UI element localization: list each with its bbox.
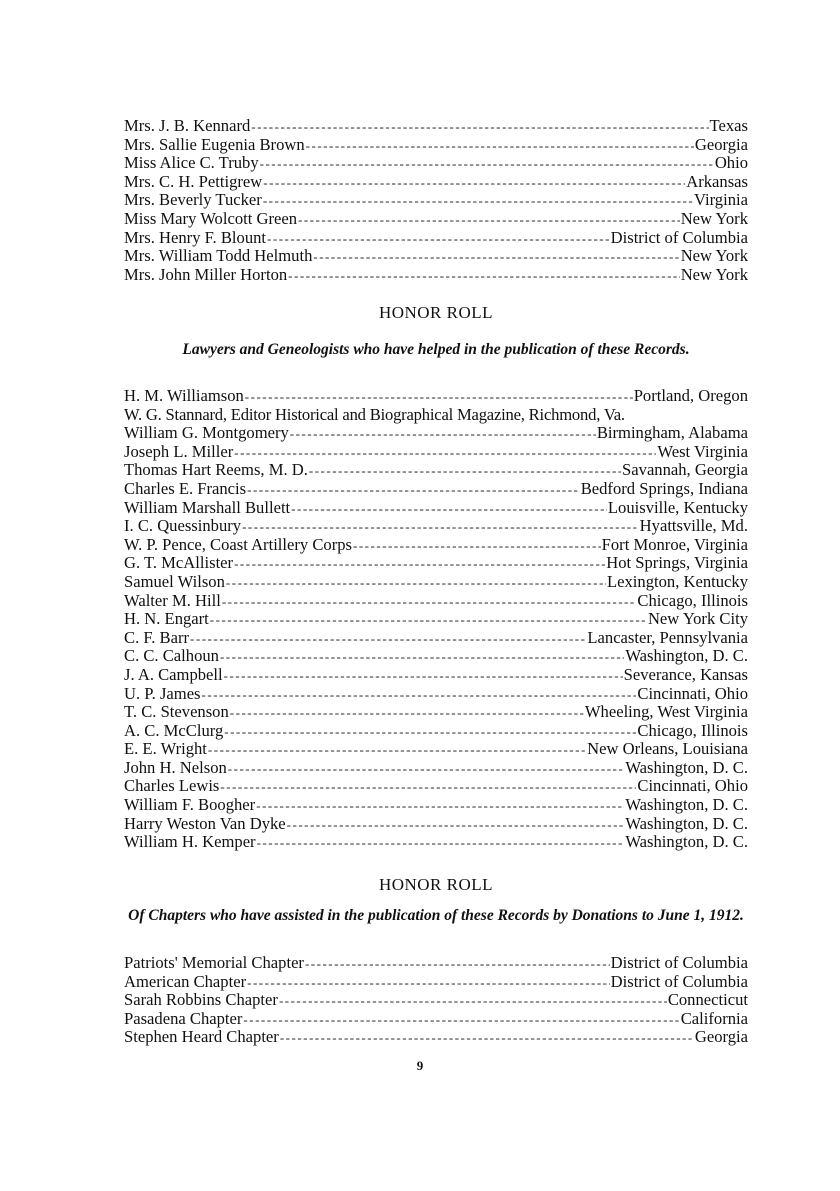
dot-leader	[279, 992, 667, 1010]
list-item	[124, 573, 748, 592]
dot-leader	[267, 230, 610, 248]
entry-place: District of Columbia	[610, 228, 748, 247]
dot-leader	[234, 555, 605, 573]
entry-place: Chicago, Illinois	[637, 721, 748, 740]
list-item	[124, 759, 748, 778]
entry-name: Walter M. Hill	[124, 591, 221, 610]
list-item	[124, 647, 748, 666]
list-item	[124, 991, 748, 1010]
list-item	[124, 973, 748, 992]
entry-place: Bedford Springs, Indiana	[580, 479, 748, 498]
entry-place: Birmingham, Alabama	[596, 424, 748, 443]
list-item	[124, 136, 748, 155]
entry-place: Washington, D. C.	[625, 833, 748, 852]
dot-leader	[228, 760, 625, 778]
entry-place: Connecticut	[667, 991, 748, 1010]
entry-name: A. C. McClurg	[124, 721, 224, 740]
honor-roll-heading: HONOR ROLL	[378, 303, 494, 322]
dot-leader	[226, 574, 606, 592]
dot-leader	[353, 537, 601, 555]
entry-name: E. E. Wright	[124, 740, 207, 759]
dot-leader	[202, 686, 637, 704]
entry-name: Samuel Wilson	[124, 572, 225, 591]
list-item	[124, 154, 748, 173]
list-item	[124, 461, 748, 480]
entry-place: Washington, D. C.	[625, 758, 748, 777]
entry-place: Arkansas	[686, 172, 748, 191]
page-number: 9	[416, 1058, 424, 1073]
list-item	[124, 833, 748, 852]
entry-name: Mrs. Beverly Tucker	[124, 191, 262, 210]
entry-name: Pasadena Chapter	[124, 1009, 243, 1028]
entry-name: Joseph L. Miller	[124, 442, 234, 461]
dot-leader	[210, 611, 647, 629]
entry-name: Mrs. William Todd Helmuth	[124, 247, 313, 266]
list-item	[124, 592, 748, 611]
list-item	[124, 722, 748, 741]
entry-name: Mrs. Sallie Eugenia Brown	[124, 135, 305, 154]
list-item	[124, 610, 748, 629]
list-item	[124, 536, 748, 555]
dot-leader	[190, 630, 586, 648]
entry-name: Patriots' Memorial Chapter	[124, 954, 304, 972]
entry-name: Stephen Heard Chapter	[124, 1028, 279, 1047]
entry-place: Cincinnati, Ohio	[637, 684, 748, 703]
dot-leader	[251, 118, 708, 136]
dot-leader	[313, 248, 679, 266]
entry-place: Hyattsville, Md.	[639, 517, 748, 536]
entry-name: William G. Montgomery	[124, 424, 289, 443]
dot-leader	[263, 192, 693, 210]
entry-name: T. C. Stevenson	[124, 703, 229, 722]
entry-place: Texas	[709, 117, 748, 135]
entry-place: Severance, Kansas	[623, 665, 748, 684]
list-item	[124, 210, 748, 229]
entry-place: Lancaster, Pennsylvania	[587, 628, 748, 647]
entry-name: J. A. Campbell	[124, 665, 223, 684]
entry-name: Miss Mary Wolcott Green	[124, 209, 298, 228]
list-item	[124, 443, 748, 462]
entry-name: Mrs. John Miller Horton	[124, 265, 288, 284]
entry-place: Louisville, Kentucky	[607, 498, 748, 517]
list-item	[124, 703, 748, 722]
dot-leader	[309, 462, 621, 480]
dot-leader	[222, 593, 637, 611]
honor-roll-heading: HONOR ROLL	[378, 875, 494, 894]
entry-name: American Chapter	[124, 972, 247, 991]
entry-place: New York City	[647, 610, 748, 629]
entry-place: New York	[680, 247, 748, 266]
dot-leader	[306, 137, 694, 155]
entry-place: Georgia	[694, 1028, 748, 1047]
entry-name: W. G. Stannard, Editor Historical and Biographical Magazine, Richmond, Va.	[124, 405, 625, 424]
entry-place: Fort Monroe, Virginia	[601, 535, 748, 554]
entry-place: Cincinnati, Ohio	[637, 777, 748, 796]
list-item	[124, 1010, 748, 1029]
entry-name: H. M. Williamson	[124, 387, 244, 405]
dot-leader	[247, 481, 580, 499]
dot-leader	[256, 797, 624, 815]
honor-roll-subheading: Lawyers and Geneologists who have helped in the publication of these Records.	[182, 341, 690, 358]
entry-place: West Virginia	[657, 442, 748, 461]
entry-place: Washington, D. C.	[625, 814, 748, 833]
entry-place: District of Columbia	[610, 972, 748, 991]
entry-name: C. C. Calhoun	[124, 647, 219, 666]
entry-name: C. F. Barr	[124, 628, 190, 647]
entry-name: Mrs. Henry F. Blount	[124, 228, 267, 247]
entry-place: Georgia	[694, 135, 748, 154]
entry-place: Wheeling, West Virginia	[584, 703, 748, 722]
list-item	[124, 191, 748, 210]
entry-name: William Marshall Bullett	[124, 498, 291, 517]
list-item	[124, 517, 748, 536]
entry-name: Sarah Robbins Chapter	[124, 991, 278, 1010]
entry-place: Savannah, Georgia	[622, 461, 748, 480]
list-item	[124, 740, 748, 759]
entry-place: District of Columbia	[610, 954, 748, 972]
list-item	[124, 1028, 748, 1047]
entry-place: Hot Springs, Virginia	[606, 554, 748, 573]
entry-name: Charles Lewis	[124, 777, 220, 796]
list-item	[124, 666, 748, 685]
honor-roll-subheading: Of Chapters who have assisted in the publication of these Records by Donations to June 1, 1912.	[128, 907, 744, 924]
entry-place: California	[680, 1009, 748, 1028]
dot-leader	[288, 267, 680, 285]
dot-leader	[260, 155, 714, 173]
list-item	[124, 480, 748, 499]
entry-name: Harry Weston Van Dyke	[124, 814, 286, 833]
entry-place: Washington, D. C.	[625, 647, 748, 666]
entry-name: W. P. Pence, Coast Artillery Corps	[124, 535, 353, 554]
entry-place: Chicago, Illinois	[637, 591, 748, 610]
list-item	[124, 387, 748, 406]
dot-leader	[243, 1011, 679, 1029]
dot-leader	[298, 211, 680, 229]
list-item	[124, 424, 748, 443]
entry-place: New York	[680, 265, 748, 284]
list-item	[124, 247, 748, 266]
entry-name: G. T. McAllister	[124, 554, 234, 573]
entry-name: William F. Boogher	[124, 796, 256, 815]
entry-name: Thomas Hart Reems, M. D.	[124, 461, 308, 480]
dot-leader	[224, 667, 623, 685]
dot-leader	[291, 500, 607, 518]
entry-name: Mrs. C. H. Pettigrew	[124, 172, 263, 191]
dot-leader	[245, 388, 633, 406]
dot-leader	[230, 704, 584, 722]
entry-name: H. N. Engart	[124, 610, 209, 629]
list-item	[124, 499, 748, 518]
entry-place: Lexington, Kentucky	[606, 572, 748, 591]
honor-roll-chapters-list	[124, 954, 748, 1047]
list-item	[124, 173, 748, 192]
entry-place: New York	[680, 209, 748, 228]
dot-leader	[247, 974, 610, 992]
dot-leader	[242, 518, 639, 536]
list-item	[124, 117, 748, 136]
list-item	[124, 554, 748, 573]
entry-place: New Orleans, Louisiana	[587, 740, 748, 759]
entry-name: Charles E. Francis	[124, 479, 247, 498]
dot-leader	[220, 648, 624, 666]
entry-name: William H. Kemper	[124, 833, 256, 852]
list-item	[124, 777, 748, 796]
dot-leader	[257, 834, 625, 852]
entry-name: Mrs. J. B. Kennard	[124, 117, 251, 135]
top-name-list	[124, 117, 748, 284]
dot-leader	[224, 723, 636, 741]
list-item	[124, 815, 748, 834]
entry-name: John H. Nelson	[124, 758, 227, 777]
entry-place: Washington, D. C.	[625, 796, 748, 815]
entry-name: I. C. Quessinbury	[124, 517, 242, 536]
list-item	[124, 229, 748, 248]
entry-place: Virginia	[693, 191, 748, 210]
list-item	[124, 954, 748, 973]
dot-leader	[220, 778, 636, 796]
list-item	[124, 266, 748, 285]
honor-roll-lawyers-list	[124, 387, 748, 852]
list-item	[124, 796, 748, 815]
dot-leader	[305, 955, 610, 973]
dot-leader	[280, 1029, 694, 1047]
dot-leader	[263, 174, 685, 192]
list-item	[124, 406, 748, 425]
list-item	[124, 629, 748, 648]
entry-name: Miss Alice C. Truby	[124, 154, 259, 173]
dot-leader	[290, 425, 596, 443]
entry-place: Portland, Oregon	[633, 387, 748, 405]
dot-leader	[208, 741, 586, 759]
list-item	[124, 685, 748, 704]
entry-name: U. P. James	[124, 684, 201, 703]
entry-place: Ohio	[714, 154, 748, 173]
dot-leader	[234, 444, 656, 462]
dot-leader	[287, 816, 625, 834]
